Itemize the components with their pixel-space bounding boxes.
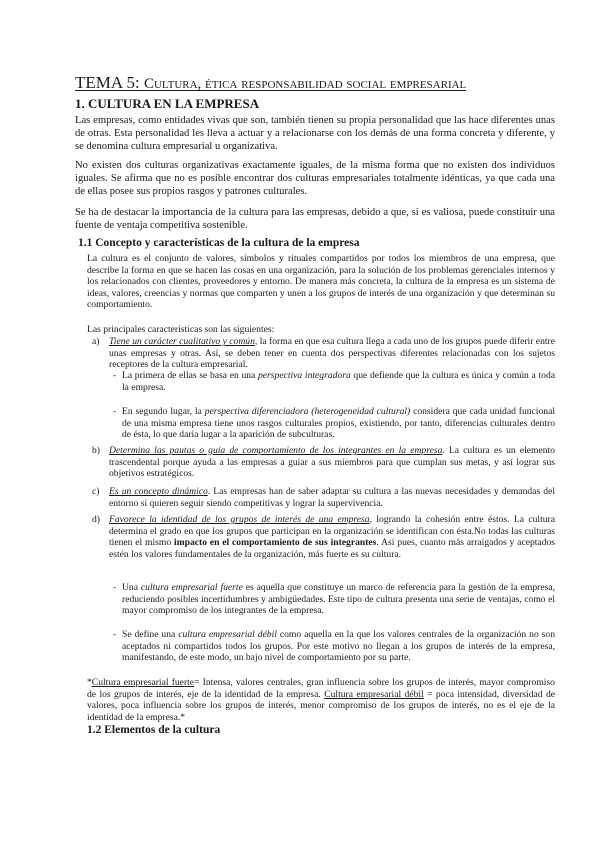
footnote-weak-text: = poca intensidad, diversidad de valores, poca influencia sobre los grupos de interés, menor compromiso de los grupos de interés, no es el eje de la identidad de la empresa.* xyxy=(87,688,555,723)
subitem-text: Una xyxy=(122,582,141,593)
item-text: , logrando la cohesión entre éstos. La cultura determina el grado en que los grupos que participan en la organización se identifican con ésta.No todas las culturas tienen el mismo xyxy=(109,514,555,549)
title-rest: Cultura, ética responsabilidad social empresarial xyxy=(143,76,467,92)
item-bold-text: impacto en el comportamiento de sus integrantes xyxy=(173,537,377,549)
item-title: Favorece la identidad de los grupos de interés de una empresa xyxy=(109,514,370,525)
paragraph-1: Las empresas, como entidades vivas que son, también tienen su propia personalidad que las hace diferentes unas de otras. Esta personalidad les lleva a actuar y a relacionarse con los demás de una forma concreta y diferente, y se denomina cultura empresarial u organizativa. xyxy=(75,115,555,153)
page-title xyxy=(75,73,555,94)
subitem-text: como aquella en la que los valores centrales de la organización no son aceptados ni compartidos todos los grupos. Por este motivo no llegan a los grupos de interés de la empresa, manifestando, de este modo, un bajo nivel de comportamiento por su parte. xyxy=(122,629,555,664)
list-item-d xyxy=(92,514,555,560)
dash-bullet: - xyxy=(113,370,117,381)
list-label: d) xyxy=(92,514,100,525)
list-item-c xyxy=(92,486,555,509)
subitem-emphasis: cultura empresarial débil xyxy=(178,629,277,640)
list-intro: Las principales características son las siguientes: xyxy=(87,324,275,335)
item-title: Determina las pautas o guía de comportamiento de los integrantes en la empresa xyxy=(109,445,443,456)
subitem-diferenciadora xyxy=(113,406,555,441)
subitem-text: considera que cada unidad funcional de una misma empresa tiene unos rasgos culturales propios, existiendo, por tanto, diferencias culturales dentro de ésta, lo que daría lugar a la aparición de subculturas. xyxy=(122,406,555,441)
item-text: . Así pues, cuanto más arraigados y aceptados estén los valores fundamentales de la organización, más fuerte es su cultura. xyxy=(109,537,556,560)
list-item-a xyxy=(92,336,555,371)
dash-bullet: - xyxy=(113,629,117,640)
concept-paragraph: La cultura es el conjunto de valores, símbolos y rituales compartidos por todos los miembros de una empresa, que describe la forma en que se hacen las cosas en una organización, para la solución de los problemas gerenciales internos y los relacionados con clientes, proveedores y entorno. De manera más concreta, la cultura de la empresa es un sistema de ideas, valores, creencias y normas que comparten y unen a los grupos de interés de una organización y que determinan su comportamiento. xyxy=(87,253,555,311)
subitem-text: Se define una xyxy=(122,629,179,640)
item-title: Es un concepto dinámico xyxy=(109,486,208,497)
subitem-cultura-debil xyxy=(113,629,555,664)
subitem-emphasis: perspectiva integradora xyxy=(258,370,351,381)
list-item-b xyxy=(92,445,555,480)
section-heading-cultura: 1. CULTURA EN LA EMPRESA xyxy=(75,96,260,111)
list-label: b) xyxy=(92,445,100,456)
footnote-strong-text: = Intensa, valores centrales, gran influencia sobre los grupos de interés, mayor compromiso de los grupos de interés, eje de la identidad de la empresa. xyxy=(87,677,555,700)
title-lead: TEMA 5: xyxy=(75,73,144,92)
item-text: . La cultura es un elemento trascendental porque ayuda a las empresas a guiar a sus miembros para que cumplan sus metas, y así lograr sus objetivos estratégicos. xyxy=(109,445,555,480)
footnote-star: * xyxy=(87,677,92,688)
subitem-emphasis: perspectiva diferenciadora (heterogeneidad cultural) xyxy=(204,406,411,417)
list-label: a) xyxy=(92,336,100,347)
subitem-text: es aquella que constituye un marco de referencia para la gestión de la empresa, reduciendo posibles incertidumbres y ambigüedades. Este tipo de cultura presenta una serie de ventajas, como el mayor compromiso de los integrantes de la empresa. xyxy=(122,582,556,617)
item-text: . Las empresas han de saber adaptar su cultura a las nuevas necesidades y demandas del entorno si quieren seguir siendo competitivas y lograr la supervivencia. xyxy=(109,486,555,509)
subitem-text: En segundo lugar, la xyxy=(122,406,205,417)
footnote-summary xyxy=(87,677,555,723)
subitem-cultura-fuerte xyxy=(113,582,555,617)
item-text: , la forma en que esa cultura llega a cada uno de los grupos puede diferir entre unas empresas y otras. Así, se deben tener en cuenta dos perspectivas diferentes relacionadas con los sujetos receptores de la cultura empresarial. xyxy=(109,336,555,371)
subitem-text: La primera de ellas se basa en una xyxy=(122,370,258,381)
subitem-text: que defiende que la cultura es única y común a toda la empresa. xyxy=(122,370,556,393)
paragraph-2: No existen dos culturas organizativas exactamente iguales, de la misma forma que no existen dos individuos iguales. Se afirma que no es posible encontrar dos culturas empresariales totalmente idénticas, ya que cada una de ellas posee sus propios rasgos y patrones culturales. xyxy=(75,160,555,198)
item-title: Tiene un carácter cualitativo y común xyxy=(109,336,255,347)
subitem-emphasis: cultura empresarial fuerte xyxy=(140,582,243,593)
dash-bullet: - xyxy=(113,582,117,593)
subitem-integradora xyxy=(113,370,555,393)
footnote-weak-label: Cultura empresarial débil xyxy=(324,688,424,700)
paragraph-3: Se ha de destacar la importancia de la cultura para las empresas, debido a que, si es valiosa, puede constituir una fuente de ventaja competitiva sostenible. xyxy=(75,207,555,232)
subsection-heading-elementos: 1.2 Elementos de la cultura xyxy=(87,724,221,736)
list-label: c) xyxy=(92,486,100,497)
subsection-heading-concepto: 1.1 Concepto y características de la cultura de la empresa xyxy=(78,237,360,249)
footnote-strong-label: Cultura empresarial fuerte xyxy=(91,677,195,688)
dash-bullet: - xyxy=(113,406,117,417)
